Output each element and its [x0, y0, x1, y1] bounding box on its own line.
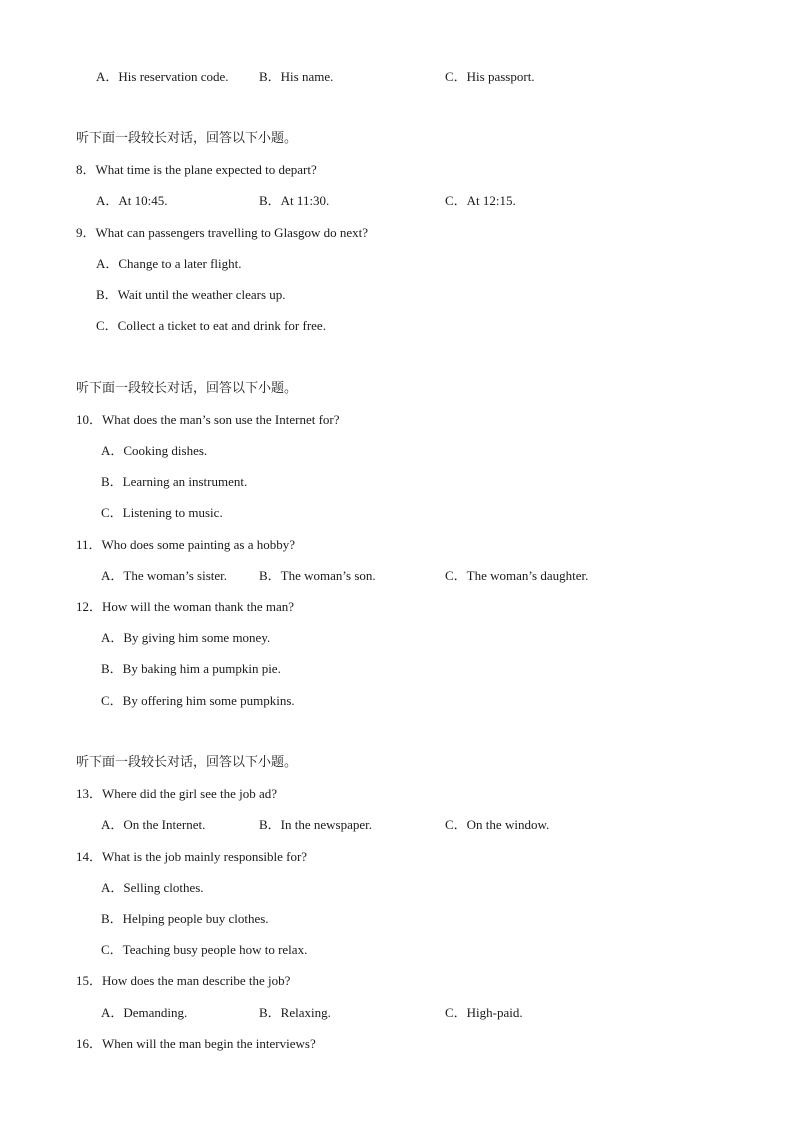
question-14: 14．What is the job mainly responsible for?	[76, 849, 308, 864]
q8-option-a: A．At 10:45.	[96, 193, 168, 208]
q7-option-c: C．His passport.	[445, 69, 535, 84]
q8-option-c: C．At 12:15.	[445, 193, 516, 208]
question-11: 11．Who does some painting as a hobby?	[76, 537, 296, 552]
q15-option-c: C．High-paid.	[445, 1005, 523, 1020]
q7-option-a: A．His reservation code.	[96, 69, 229, 84]
q7-option-b: B．His name.	[259, 69, 334, 84]
q14-option-a: A．Selling clothes.	[101, 880, 204, 895]
question-8: 8．What time is the plane expected to depart?	[76, 162, 317, 177]
q11-option-c: C．The woman’s daughter.	[445, 568, 589, 583]
question-16: 16．When will the man begin the interviews?	[76, 1036, 316, 1051]
q10-option-a: A．Cooking dishes.	[101, 443, 208, 458]
question-9: 9．What can passengers travelling to Glasgow do next?	[76, 225, 369, 240]
question-10: 10．What does the man’s son use the Internet for?	[76, 412, 340, 427]
q9-option-b: B．Wait until the weather clears up.	[96, 287, 286, 302]
question-15: 15．How does the man describe the job?	[76, 973, 291, 988]
q11-option-a: A．The woman’s sister.	[101, 568, 228, 583]
question-12: 12．How will the woman thank the man?	[76, 599, 295, 614]
q13-option-c: C．On the window.	[445, 817, 550, 832]
q14-option-b: B．Helping people buy clothes.	[101, 911, 269, 926]
q14-option-c: C．Teaching busy people how to relax.	[101, 942, 308, 957]
q15-option-b: B．Relaxing.	[259, 1005, 331, 1020]
q8-option-b: B．At 11:30.	[259, 193, 330, 208]
q10-option-c: C．Listening to music.	[101, 505, 223, 520]
section-intro: 听下面一段较长对话，回答以下小题。	[76, 131, 298, 146]
q13-option-b: B．In the newspaper.	[259, 817, 373, 832]
q13-option-a: A．On the Internet.	[101, 817, 206, 832]
question-13: 13．Where did the girl see the job ad?	[76, 786, 278, 801]
q12-option-c: C．By offering him some pumpkins.	[101, 693, 295, 708]
q9-option-a: A．Change to a later flight.	[96, 256, 242, 271]
q12-option-b: B．By baking him a pumpkin pie.	[101, 661, 281, 676]
section-intro: 听下面一段较长对话，回答以下小题。	[76, 381, 298, 396]
q15-option-a: A．Demanding.	[101, 1005, 188, 1020]
q12-option-a: A．By giving him some money.	[101, 630, 271, 645]
q9-option-c: C．Collect a ticket to eat and drink for free.	[96, 318, 326, 333]
section-intro: 听下面一段较长对话，回答以下小题。	[76, 755, 298, 770]
q10-option-b: B．Learning an instrument.	[101, 474, 248, 489]
q11-option-b: B．The woman’s son.	[259, 568, 376, 583]
